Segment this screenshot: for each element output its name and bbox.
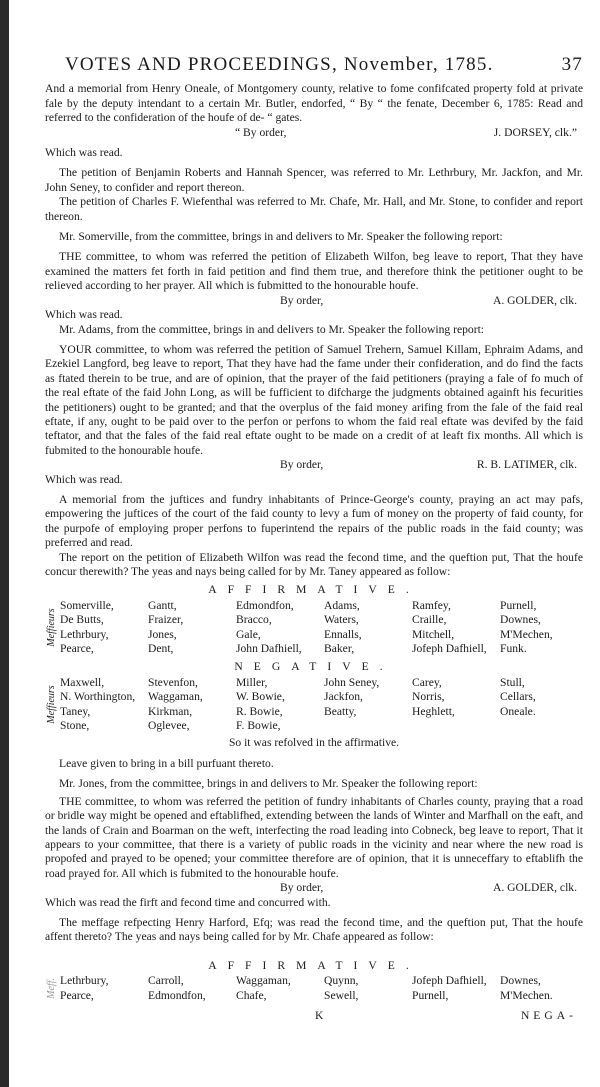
member-name: Taney,	[60, 704, 91, 718]
page-title: VOTES AND PROCEEDINGS, November, 1785.	[65, 54, 494, 75]
paragraph: YOUR committee, to whom was referred the petition of Samuel Trehern, Samuel Killam, Ephraim Adams, and Ezekiel Langford, beg leave to report, That they have had the fame under their confideration, and do find the facts as ftated therein to be true, and are of opinion, that the prayer of the faid petitioners (praying a fale of fo much of the real eftate of the faid John Long, as will be fufficient to difcharge the judgments obtained againft his fecurities the petitioners) ought to be granted; and that the overplus of the faid money arifing from the fale of the faid real eftate, if any, ought to be paid over to the perfon or perfons to whom the faid real eftate was devifed by the faid teftator, and that the fales of the faid real eftate ought to be made on a credit of at leaft fix months. All which is fubmited to the honourable houfe.	[45, 342, 583, 457]
member-name: Jofeph Dafhiell,	[412, 974, 487, 988]
clerk-name: R. B. LATIMER, clk.	[476, 458, 577, 472]
member-name: Miller,	[236, 675, 268, 689]
member-name: Waters,	[324, 613, 359, 627]
member-name	[500, 719, 580, 733]
negative-heading: NEGATIVE.	[234, 660, 394, 674]
messieurs-label: Meffieurs	[46, 608, 57, 647]
paragraph: And a memorial from Henry Oneale, of Montgomery county, relative to fome confifcated property fold at private fale by the deputy intendant to a certain Mr. Butler, endorfed, “ By “ the fenate, December 6, 1785: Read and referred to the confideration of the houfe of de- “ gates.	[45, 82, 583, 125]
resolution: So it was refolved in the affirmative.	[228, 736, 400, 750]
member-name: Norris,	[412, 690, 445, 704]
member-name: Chafe,	[236, 988, 267, 1002]
member-name: W. Bowie,	[236, 690, 285, 704]
paragraph: The petition of Benjamin Roberts and Hannah Spencer, was referred to Mr. Lethrbury, Mr. Jackfon, and Mr. John Seney, to confider and report thereon.	[45, 166, 583, 194]
member-name: Stone,	[60, 719, 90, 733]
member-name: Jones,	[148, 627, 177, 641]
member-name: Dent,	[148, 642, 174, 656]
member-name: Pearce,	[60, 988, 94, 1002]
member-name: John Dafhiell,	[236, 642, 302, 656]
paragraph: Mr. Adams, from the committee, brings in and delivers to Mr. Speaker the following report:	[59, 322, 485, 336]
signature-line	[45, 458, 583, 472]
by-order: By order,	[280, 881, 324, 895]
page-number: 37	[561, 54, 583, 75]
member-name: Fraizer,	[148, 613, 184, 627]
member-name: Mitchell,	[412, 627, 455, 641]
messieurs-label: Meff.	[46, 978, 57, 999]
member-name: Waggaman,	[236, 974, 291, 988]
member-name: Gale,	[236, 627, 261, 641]
vote-list-affirmative-2	[45, 974, 583, 1003]
paragraph: Which was read.	[45, 472, 123, 486]
by-order: “ By order,	[235, 125, 287, 139]
signature-line	[45, 881, 583, 895]
member-name: R. Bowie,	[236, 704, 283, 718]
member-name: Beatty,	[324, 704, 357, 718]
member-name	[412, 719, 500, 733]
member-name: Oneale.	[500, 704, 536, 718]
member-name: Pearce,	[60, 642, 94, 656]
paragraph: Mr. Somerville, from the committee, brings in and delivers to Mr. Speaker the following report:	[59, 230, 503, 244]
paragraph: Which was read the firft and fecond time and concurred with.	[45, 895, 331, 909]
member-name: Downes,	[500, 613, 541, 627]
signature-line	[45, 294, 583, 308]
member-name: Ennalls,	[324, 627, 362, 641]
member-name: Heghlett,	[412, 704, 455, 718]
member-name: Funk.	[500, 642, 527, 656]
member-name: Oglevee,	[148, 719, 190, 733]
member-name: Carroll,	[148, 974, 184, 988]
member-name: M'Mechen,	[500, 627, 553, 641]
paragraph: The meffage refpecting Henry Harford, Efq; was read the fecond time, and the queftion put, That the houfe affent thereto? The yeas and nays being called for by Mr. Chafe appeared as follow:	[45, 915, 583, 944]
member-name: Carey,	[412, 675, 442, 689]
member-name: Jofeph Dafhiell,	[412, 642, 487, 656]
member-name: Lethrbury,	[60, 974, 109, 988]
affirmative-heading: AFFIRMATIVE.	[208, 958, 420, 972]
member-name: Kirkman,	[148, 704, 193, 718]
member-name: Craille,	[412, 613, 447, 627]
member-name: Purnell,	[500, 598, 537, 612]
member-name: Cellars,	[500, 690, 536, 704]
paragraph: Mr. Jones, from the committee, brings in and delivers to Mr. Speaker the following report:	[59, 777, 478, 791]
signature-mark: K	[315, 1008, 328, 1022]
member-name: Stull,	[500, 675, 525, 689]
paragraph: A memorial from the juftices and fundry inhabitants of Prince-George's county, praying an act may pafs, empowering the juftices of the court of the faid county to levy a fum of money on the property of faid county, for the purpofe of employing proper perfons to fuperintend the repairs of the public roads in the faid county; was preferred and read.	[45, 492, 583, 550]
member-name	[324, 719, 412, 733]
clerk-name: A. GOLDER, clk.	[492, 881, 577, 895]
messieurs-label: Meffieurs	[46, 685, 57, 724]
member-name: Adams,	[324, 598, 360, 612]
member-name: Quynn,	[324, 974, 359, 988]
member-name: Somerville,	[60, 598, 114, 612]
paragraph: The report on the petition of Elizabeth Wilfon was read the fecond time, and the queftion put, That the houfe concur therewith? The yeas and nays being called for by Mr. Taney appeared as follow:	[45, 550, 583, 578]
member-name: Baker,	[324, 642, 355, 656]
member-name: Sewell,	[324, 988, 359, 1002]
by-order: By order,	[280, 458, 324, 472]
member-name: Edmondfon,	[148, 988, 206, 1002]
member-name: Downes,	[500, 974, 541, 988]
by-order: By order,	[280, 293, 324, 307]
paragraph: THE committee, to whom was referred the petition of fundry inhabitants of Charles county, praying that a road or bridle way might be opened and eftablifhed, extending between the lands of Winter and Marfhall on the eaft, and the lands of Crain and Boarman on the weft, interfecting the road leading into Cobneck, beg leave to report, That it appears to your committee, that there is a variety of public roads in the vicinity and near where the new road is propofed and prayed to be opened; your committee therefore are of opinion, that it is unneceffary to eftablifh the road prayed for. All which is fubmited to the honourable houfe.	[45, 794, 583, 880]
paragraph: THE committee, to whom was referred the petition of Elizabeth Wilfon, beg leave to report, That they have examined the matters fet forth in faid petition and find them true, and therefore think the petitioner ought to be relieved according to her prayer. All which is fubmitted to the honourable houfe.	[45, 250, 583, 293]
member-name: Edmondfon,	[236, 598, 294, 612]
member-name: Jackfon,	[324, 690, 363, 704]
paragraph: Leave given to bring in a bill purfuant thereto.	[59, 756, 274, 770]
member-name: Purnell,	[412, 988, 449, 1002]
member-name: Waggaman,	[148, 690, 203, 704]
scan-edge	[0, 0, 9, 1087]
member-name: M'Mechen.	[500, 988, 553, 1002]
member-name: Stevenfon,	[148, 675, 198, 689]
member-name: De Butts,	[60, 613, 104, 627]
running-header	[65, 54, 583, 75]
catchword: NEGA-	[520, 1008, 577, 1022]
vote-list-affirmative	[45, 599, 583, 657]
signature-line	[45, 126, 583, 140]
vote-list-negative	[45, 676, 583, 734]
member-name: Maxwell,	[60, 675, 105, 689]
affirmative-heading: AFFIRMATIVE.	[208, 583, 420, 597]
paragraph: The petition of Charles F. Wiefenthal was referred to Mr. Chafe, Mr. Hall, and Mr. Stone, to confider and report thereon.	[45, 195, 583, 223]
member-name: Gantt,	[148, 598, 177, 612]
page-footer	[45, 1009, 583, 1023]
member-name: F. Bowie,	[236, 719, 281, 733]
document-page	[45, 54, 583, 1023]
member-name: Lethrbury,	[60, 627, 109, 641]
paragraph: Which was read.	[45, 146, 123, 160]
member-name: N. Worthington,	[60, 690, 136, 704]
clerk-name: J. DORSEY, clk.”	[493, 125, 577, 139]
member-name: Bracco,	[236, 613, 272, 627]
member-name: John Seney,	[324, 675, 380, 689]
paragraph: Which was read.	[45, 308, 123, 322]
clerk-name: A. GOLDER, clk.	[492, 293, 577, 307]
member-name: Ramfey,	[412, 598, 451, 612]
